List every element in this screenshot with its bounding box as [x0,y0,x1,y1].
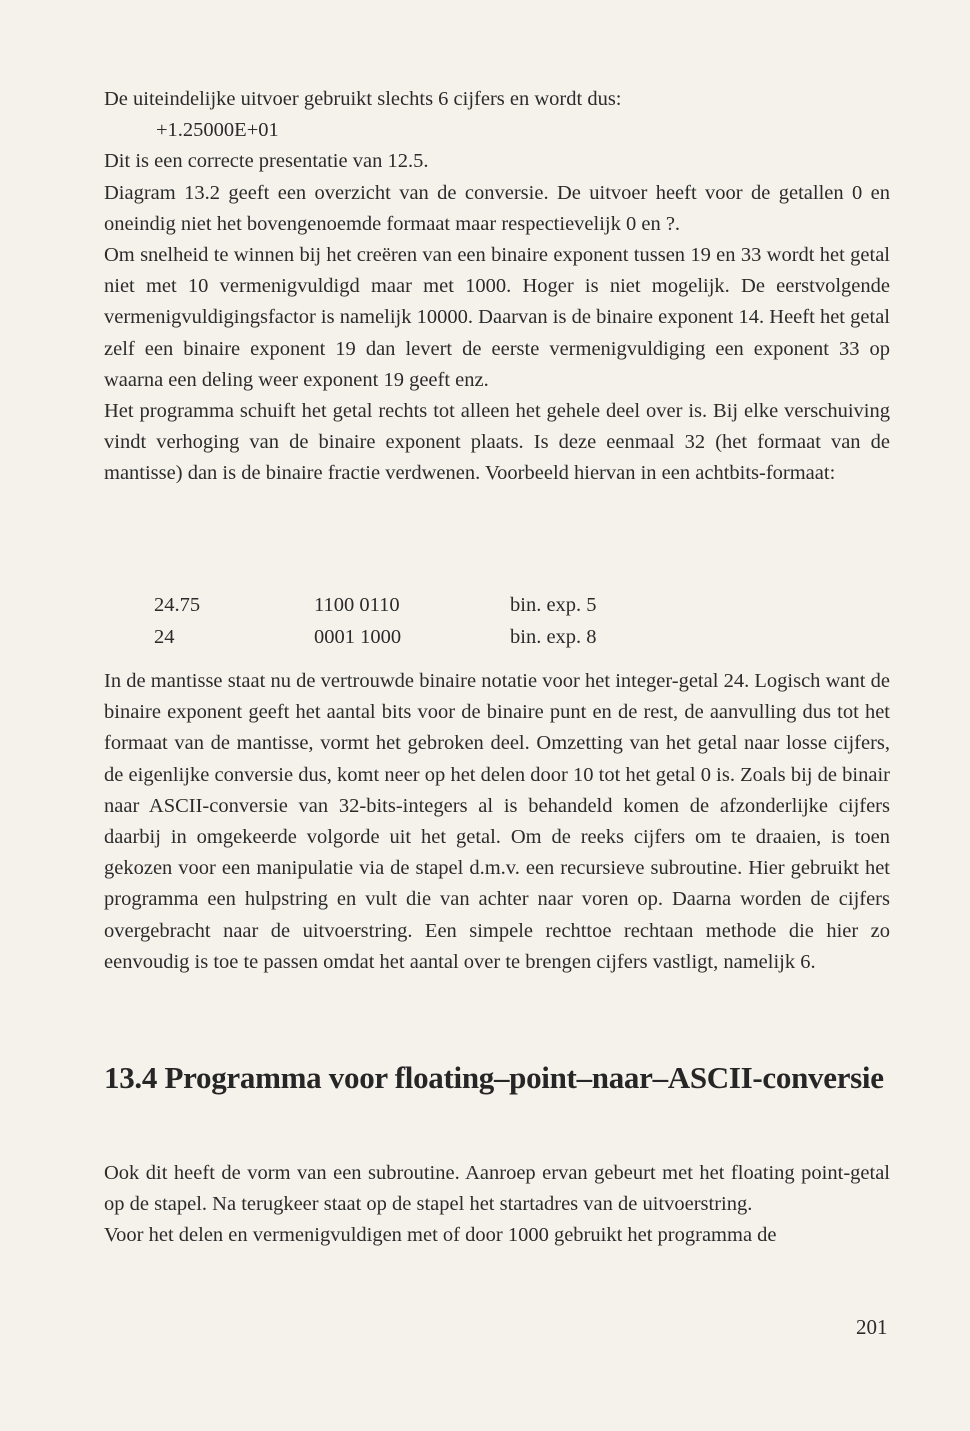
table-cell-value: 24.75 [154,594,201,616]
paragraph-diagram: Diagram 13.2 geeft een overzicht van de conversie. De uitvoer heeft voor de getallen 0 en oneindig niet het bovengenoemde formaat maar respectievelijk 0 en ?. [104,181,890,235]
paragraph-subroutine: Ook dit heeft de vorm van een subroutine. Aanroep ervan gebeurt met het floating point-getal op de stapel. Na terugkeer staat op de stapel het startadres van de uitvoerstring. [104,1162,890,1216]
example-table [154,590,754,653]
table-cell-binary: 1100 0110 [314,594,400,616]
table-cell-binary: 0001 1000 [314,625,402,648]
table-row [154,622,754,654]
body-text-top [104,84,890,490]
paragraph-speed: Om snelheid te winnen bij het creëren van een binaire exponent tussen 19 en 33 wordt het getal niet met 10 vermenigvuldigd maar met 1000. Hoger is niet mogelijk. De eerstvolgende vermenigvuldigingsfactor is namelijk 10000. Daarvan is de binaire exponent 14. Heeft het getal zelf een binaire exponent 19 dan levert de eerste vermenigvuldiging een exponent 33 op waarna een deling weer exponent 19 geeft enz. [104,244,890,391]
body-text-middle [104,666,890,978]
table-cell-value: 24 [154,625,175,648]
table-cell-exponent: bin. exp. 5 [510,594,597,616]
table-row [154,590,754,622]
paragraph-mantisse: In de mantisse staat nu de vertrouwde binaire notatie voor het integer-getal 24. Logisch want de binaire exponent geeft het aantal bits voor de binaire punt en de rest, de aanvulling dus tot het formaat van de mantisse, vormt het gebroken deel. Omzetting van het getal naar losse cijfers, de eigenlijke conversie dus, komt neer op het delen door 10 tot het getal 0 is. Zoals bij de binair naar ASCII-conversie van 32-bits-integers al is behandeld komen de afzonderlijke cijfers daarbij in omgekeerde volgorde uit het getal. Om de reeks cijfers om te draaien, is toen gekozen voor een manipulatie via de stapel d.m.v. een recursieve subroutine. Hier gebruikt het programma een hulpstring en vult die van achter naar voren op. Daarna worden de cijfers overgebracht naar de uitvoerstring. Een simpele rechttoe rechtaan methode die hier zo eenvoudig is toe te passen omdat het aantal over te brengen cijfers vastligt, namelijk 6. [104,670,890,973]
paragraph-intro: De uiteindelijke uitvoer gebruikt slechts 6 cijfers en wordt dus: [104,88,622,110]
formula-output: +1.25000E+01 [156,119,279,142]
body-text-bottom [104,1158,890,1252]
paragraph-presentation: Dit is een correcte presentatie van 12.5. [104,150,429,173]
table-cell-exponent: bin. exp. 8 [510,625,597,648]
section-heading: 13.4 Programma voor floating–point–naar–ASCII-conversie [104,1060,884,1095]
paragraph-shift: Het programma schuift het getal rechts tot alleen het gehele deel over is. Bij elke verschuiving vindt verhoging van de binaire exponent plaats. Is deze eenmaal 32 (het formaat van de mantisse) dan is de binaire fractie verdwenen. Voorbeeld hiervan in een achtbits-formaat: [104,400,890,485]
page-number: 201 [856,1315,888,1339]
paragraph-division: Voor het delen en vermenigvuldigen met of door 1000 gebruikt het programma de [104,1224,777,1247]
